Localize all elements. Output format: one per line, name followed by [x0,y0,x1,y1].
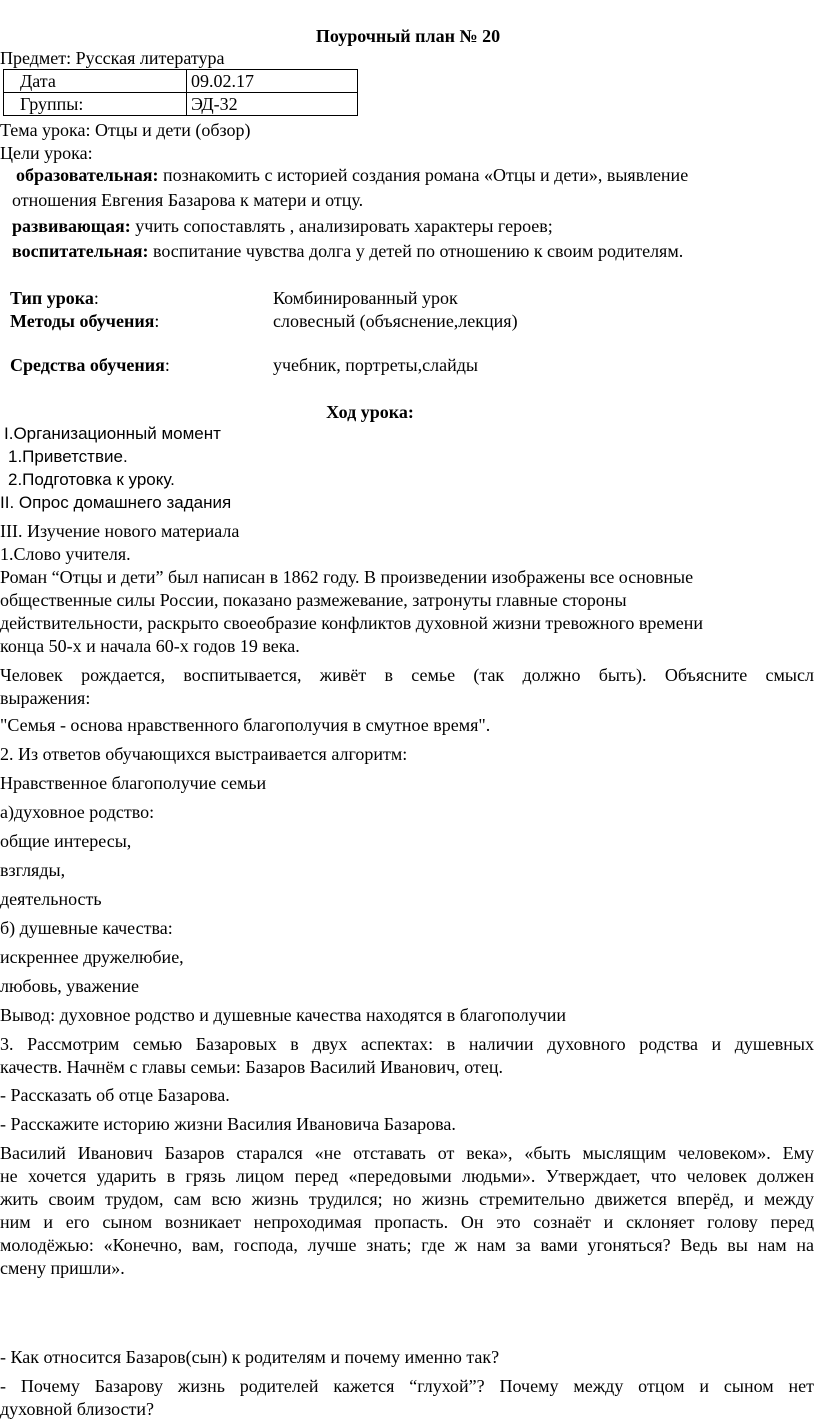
goal-upbringing [12,240,683,262]
means-label-text: Средства обучения [10,355,165,375]
goal-educational-cont: отношения Евгения Базарова к матери и отцу. [12,190,364,210]
colon: : [93,288,99,308]
goal-educational-label: образовательная: [16,165,159,185]
question-line: - Расскажите историю жизни Василия Ивановича Базарова. [0,1114,456,1134]
paragraph-line: ним и его сыном возникает непроходимая пропасть. Он это сознаёт и склоняет голову перед [0,1212,814,1232]
goal-developing [12,215,553,237]
list-item: б) душевные качества: [0,918,173,938]
list-item: деятельность [0,889,102,909]
topic-line: Тема урока: Отцы и дети (обзор) [0,120,251,140]
plan-word: 1.Слово учителя. [0,544,131,564]
paragraph-line: выражения: [0,688,91,708]
list-item: взгляды, [0,860,66,880]
plan-new: III. Изучение нового материала [0,521,240,541]
list-item: а)духовное родство: [0,802,155,822]
goals-heading: Цели урока: [0,143,93,163]
methods-label [10,310,159,332]
table-row [4,93,358,116]
lesson-type-label [10,287,99,309]
quote-line: "Семья - основа нравственного благополучия в смутное время". [0,715,491,735]
paragraph-line: смену пришли». [0,1258,125,1278]
question-line: - Почему Базарову жизнь родителей кажется “глухой”? Почему между отцом и сыном нет [0,1376,814,1396]
goal-developing-text: учить сопоставлять , анализировать характеры героев; [130,216,553,236]
groups-value: ЭД-32 [187,93,358,116]
list-item: искреннее дружелюбие, [0,947,184,967]
page-title: Поурочный план № 20 [315,26,501,46]
plan-hw: II. Опрос домашнего задания [0,493,232,512]
paragraph-line: 3. Рассмотрим семью Базаровых в двух аспектах: в наличии духовного родства и душевных [0,1034,814,1054]
table-row [4,70,358,93]
date-label: Дата [4,70,187,93]
question-line: духовной близости? [0,1399,154,1419]
paragraph-line: молодёжью: «Конечно, вам, господа, лучше знать; где ж нам за вами угоняться? Ведь вы нам на [0,1235,814,1255]
plan-org: I.Организационный момент [4,424,221,443]
goal-developing-label: развивающая: [12,216,131,236]
question-line: - Как относится Базаров(сын) к родителям и почему именно так? [0,1347,500,1367]
list-item: любовь, уважение [0,976,139,996]
list-item: общие интересы, [0,831,132,851]
question-line: - Рассказать об отце Базарова. [0,1085,230,1105]
meta-table [3,69,358,116]
means-value: учебник, портреты,слайды [273,355,478,375]
paragraph-line: действительности, раскрыто своеобразие конфликтов духовной жизни тревожного времени [0,613,704,633]
goal-upbringing-label: воспитательная: [12,241,149,261]
lesson-type-value: Комбинированный урок [273,288,458,308]
paragraph-line: не хочется ударить в грязь лицом перед «передовыми людьми». Утверждает, что человек должен [0,1166,814,1186]
paragraph-line: жить своим трудом, сам всю жизнь трудился; но жизнь стремительно движется вперёд, и между [0,1189,814,1209]
paragraph-line: качеств. Начнём с главы семьи: Базаров Василий Иванович, отец. [0,1057,503,1077]
conclusion-line: Вывод: духовное родство и душевные качества находятся в благополучии [0,1005,567,1025]
colon: : [154,311,160,331]
date-value: 09.02.17 [187,70,358,93]
subject-line: Предмет: Русская литература [0,48,225,68]
paragraph-line: общественные силы России, показано размежевание, затронуты главные стороны [0,590,627,610]
paragraph-line: Роман “Отцы и дети” был написан в 1862 году. В произведении изображены все основные [0,567,694,587]
plan-prep: 2.Подготовка к уроку. [8,470,175,489]
paragraph-line: 2. Из ответов обучающихся выстраивается алгоритм: [0,744,408,764]
colon: : [164,355,170,375]
methods-value: словесный (объяснение,лекция) [273,311,518,331]
groups-label: Группы: [4,93,187,116]
list-heading: Нравственное благополучие семьи [0,773,267,793]
course-heading: Ход урока: [326,402,414,422]
means-label [10,354,170,376]
goal-educational [16,164,688,186]
methods-label-text: Методы обучения [10,311,155,331]
paragraph-line: Человек рождается, воспитывается, живёт в семье (так должно быть). Объясните смысл [0,665,814,685]
lesson-type-label-text: Тип урока [10,288,94,308]
plan-greet: 1.Приветствие. [8,447,128,466]
paragraph-line: Василий Иванович Базаров старался «не отставать от века», «быть мыслящим человеком». Ему [0,1143,814,1163]
goal-upbringing-text: воспитание чувства долга у детей по отношению к своим родителям. [148,241,684,261]
goal-educational-text: познакомить с историей создания романа «Отцы и дети», выявление [158,165,689,185]
paragraph-line: конца 50-х и начала 60-х годов 19 века. [0,636,300,656]
